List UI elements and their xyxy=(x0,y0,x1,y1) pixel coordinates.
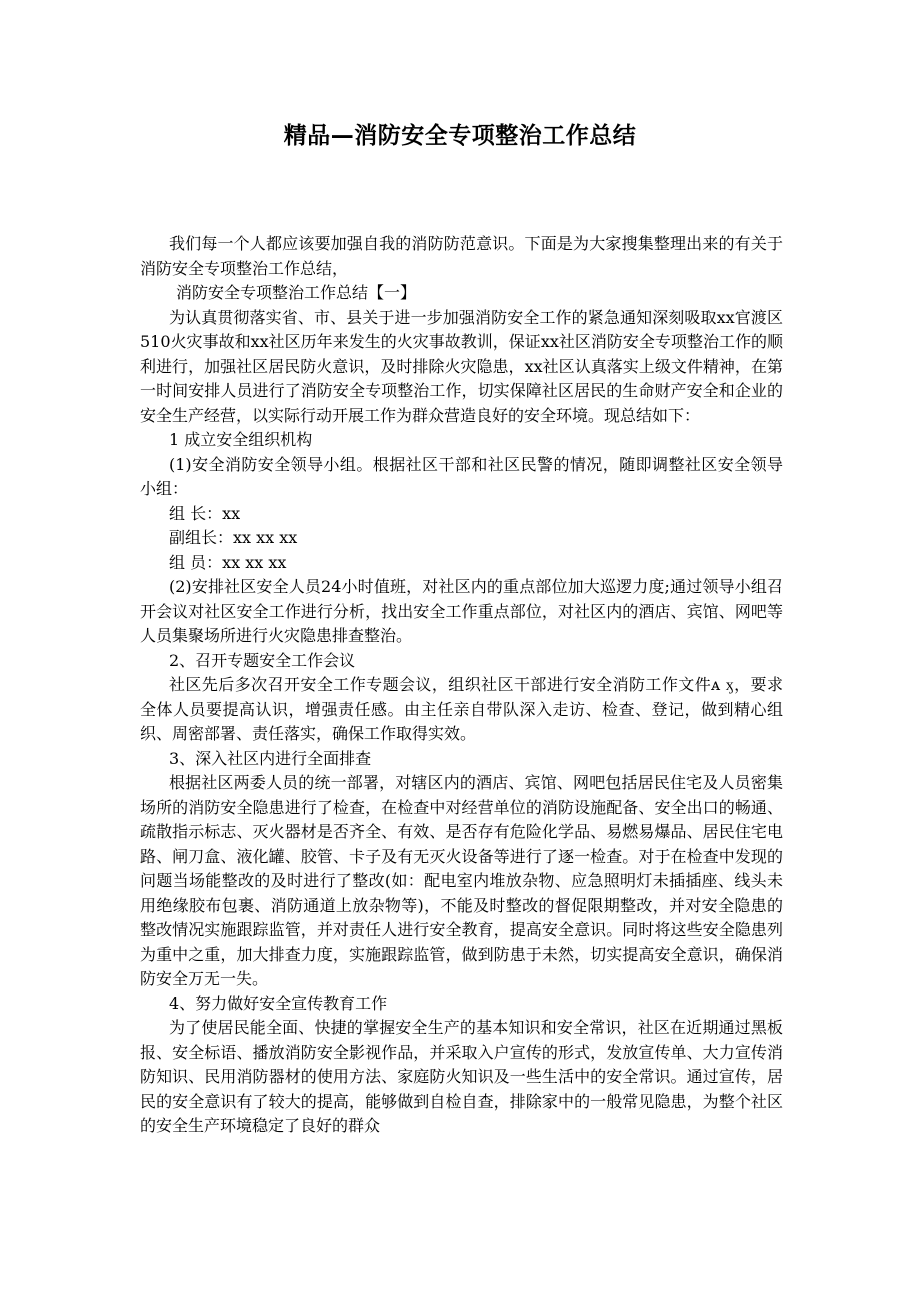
paragraph-leading-group: (1)安全消防安全领导小组。根据社区干部和社区民警的情况，随即调整社区安全领导小组： xyxy=(140,454,783,498)
summary-paragraph: 为认真贯彻落实省、市、县关于进一步加强消防安全工作的紧急通知深刻吸取xx官渡区510火灾事故和xx社区历年来发生的火灾事故教训，保证xx社区消防安全专项整治工作的顺利进行，加强社区居民防火意识，及时排除火灾隐患，xx社区认真落实上级文件精神，在第一时间安排人员进行了消防安全专项整治工作，切实保障社区居民的生命财产安全和企业的安全生产经营，以实际行动开展工作为群众营造良好的安全环境。现总结如下： xyxy=(140,307,783,425)
document-body xyxy=(140,232,783,1139)
heading-inspection: 3、深入社区内进行全面排查 xyxy=(169,748,372,768)
paragraph-publicity: 为了使居民能全面、快捷的掌握安全生产的基本知识和安全常识，社区在近期通过黑板报、安全标语、播放消防安全影视作品，并采取入户宣传的形式，发放宣传单、大力宣传消防知识、民用消防器材的使用方法、家庭防火知识及一些生活中的安全常识。通过宣传，居民的安全意识有了较大的提高，能够做到自检自查，排除家中的一般常见隐患，为整个社区的安全生产环境稳定了良好的群众 xyxy=(140,1018,783,1135)
deputy-leader-line: 副组长：xx xx xx xyxy=(169,528,298,547)
section-heading-summary-one: 消防安全专项整治工作总结【一】 xyxy=(176,283,417,302)
intro-paragraph: 我们每一个人都应该要加强自我的消防防范意识。下面是为大家搜集整理出来的有关于消防安全专项整治工作总结， xyxy=(140,234,783,278)
heading-publicity: 4、努力做好安全宣传教育工作 xyxy=(169,993,388,1013)
group-leader-line: 组 长：xx xyxy=(169,503,241,523)
document-title: 精品—消防安全专项整治工作总结 xyxy=(283,123,637,149)
heading-organization: 1 成立安全组织机构 xyxy=(169,430,313,449)
group-members-line: 组 员：xx xx xx xyxy=(169,552,287,572)
paragraph-duty-arrangement: (2)安排社区安全人员24小时值班，对社区内的重点部位加大巡逻力度;通过领导小组召开会议对社区安全工作进行分析，找出安全工作重点部位，对社区内的酒店、宾馆、网吧等人员集聚场所进行火灾隐患排查整治。 xyxy=(140,577,783,645)
paragraph-meeting: 社区先后多次召开安全工作专题会议，组织社区干部进行安全消防工作文件ᴀ ӽ，要求全体人员要提高认识，增强责任感。由主任亲自带队深入走访、检查、登记，做到精心组织、周密部署、责任落实，确保工作取得实效。 xyxy=(140,675,783,743)
heading-meeting: 2、召开专题安全工作会议 xyxy=(169,650,356,670)
paragraph-inspection: 根据社区两委人员的统一部署，对辖区内的酒店、宾馆、网吧包括居民住宅及人员密集场所的消防安全隐患进行了检查，在检查中对经营单位的消防设施配备、安全出口的畅通、疏散指示标志、灭火器材是否齐全、有效、是否存有危险化学品、易燃易爆品、居民住宅电路、闸刀盒、液化罐、胶管、卡子及有无灭火设备等进行了逐一检查。对于在检查中发现的问题当场能整改的及时进行了整改(如：配电室内堆放杂物、应急照明灯未插插座、线头未用绝缘胶布包裹、消防通道上放杂物等)，不能及时整改的督促限期整改，并对安全隐患的整改情况实施跟踪监管，并对责任人进行安全教育，提高安全意识。同时将这些安全隐患列为重中之重，加大排查力度，实施跟踪监管，做到防患于未然，切实提高安全意识，确保消防安全万无一失。 xyxy=(140,773,783,988)
